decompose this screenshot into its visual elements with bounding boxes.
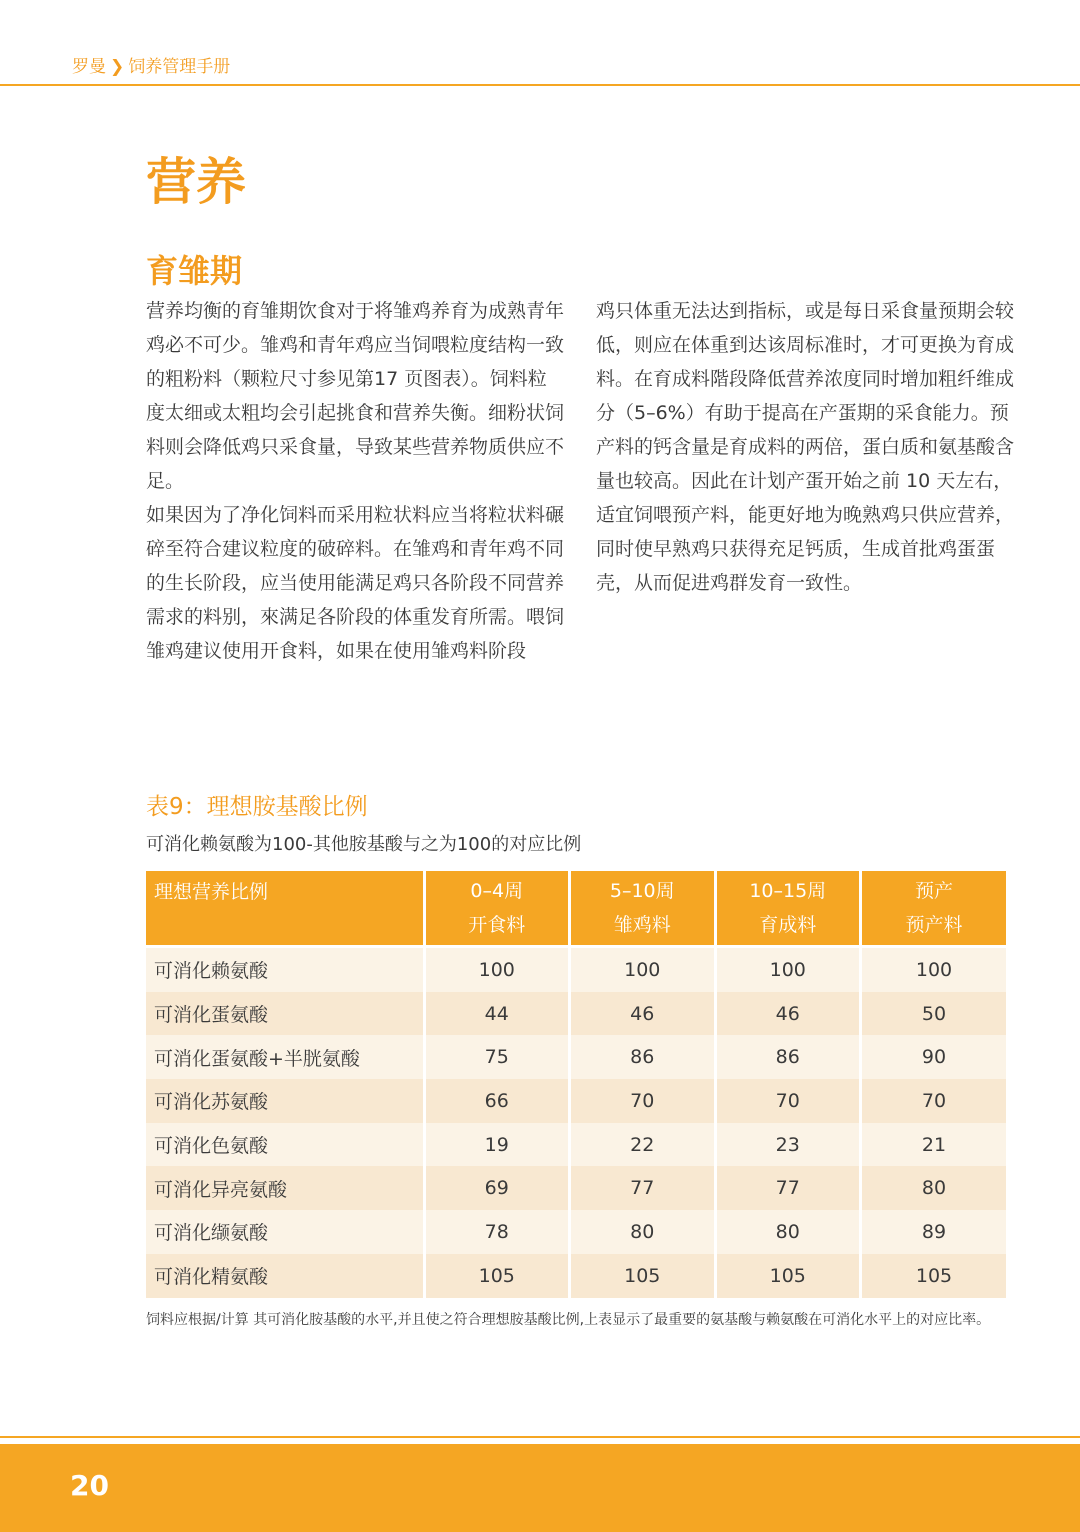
table-cell: 46: [715, 992, 861, 1036]
left-paragraph-1: 营养均衡的育雏期饮食对于将雏鸡养育为成熟青年鸡必不可少。雏鸡和青年鸡应当饲喂粒度结构一致的粗粉料（颗粒尺寸参见第17 页图表）。饲料粒度太细或太粗均会引起挑食和营养失衡。细粉状饲料则会降低鸡只采食量，导致某些营养物质供应不足。: [146, 300, 565, 492]
table-row: [146, 1123, 1006, 1167]
table-cell: 105: [715, 1254, 861, 1298]
table-row: [146, 948, 1006, 992]
table-cell: 70: [715, 1079, 861, 1123]
table-cell: 50: [861, 992, 1007, 1036]
right-paragraph-1: 鸡只体重无法达到指标，或是每日采食量预期会较低，则应在体重到达该周标准时，才可更换为育成料。在育成料階段降低营养浓度同时增加粗纤维成分（5–6%）有助于提高在产蛋期的采食能力。预产料的钙含量是育成料的两倍，蛋白质和氨基酸含量也较高。因此在计划产蛋开始之前 10 天左右，适宜饲喂预产料，能更好地为晚熟鸡只供应营养，同时使早熟鸡只获得充足钙质，生成首批鸡蛋蛋壳，从而促进鸡群发育一致性。: [596, 300, 1015, 594]
table-header-row: [146, 871, 1006, 945]
table-cell: 89: [861, 1210, 1007, 1254]
page-title: 营养: [146, 153, 246, 211]
header-cell-week-0-4: 0–4周 开食料: [424, 871, 570, 945]
table-cell: 46: [570, 992, 716, 1036]
table-row: [146, 1254, 1006, 1298]
right-text-column: [596, 294, 1014, 600]
table-caption: 表9：理想胺基酸比例: [146, 794, 368, 820]
row-label: 可消化色氨酸: [146, 1123, 424, 1167]
left-text-column: [146, 294, 564, 668]
table-cell: 100: [861, 948, 1007, 992]
row-label: 可消化赖氨酸: [146, 948, 424, 992]
table-body: [146, 945, 1006, 1298]
table-cell: 105: [570, 1254, 716, 1298]
table-cell: 86: [715, 1035, 861, 1079]
row-label: 可消化苏氨酸: [146, 1079, 424, 1123]
table-footnote: 饲料应根据/计算 其可消化胺基酸的水平,并且使之符合理想胺基酸比例,上表显示了最重要的氨基酸与赖氨酸在可消化水平上的对应比率。: [146, 1312, 991, 1328]
header-brand: 罗曼: [72, 57, 106, 77]
table-cell: 44: [424, 992, 570, 1036]
row-label: 可消化精氨酸: [146, 1254, 424, 1298]
footer-band: [0, 1444, 1080, 1532]
table-cell: 86: [570, 1035, 716, 1079]
table-row: [146, 1035, 1006, 1079]
header-cell-week-5-10: 5–10周 雏鸡料: [570, 871, 716, 945]
table-cell: 77: [715, 1166, 861, 1210]
header-title: 饲养管理手册: [128, 57, 231, 77]
table-cell: 21: [861, 1123, 1007, 1167]
table-cell: 69: [424, 1166, 570, 1210]
table-row: [146, 1079, 1006, 1123]
chevron-right-icon: ❯: [110, 57, 125, 77]
table-cell: 75: [424, 1035, 570, 1079]
table-cell: 70: [570, 1079, 716, 1123]
left-paragraph-2: 如果因为了净化饲料而采用粒状料应当将粒状料碾碎至符合建议粒度的破碎料。在雏鸡和青年鸡不同的生长阶段，应当使用能满足鸡只各阶段不同营养需求的料别，來满足各阶段的体重发育所需。喂饲雏鸡建议使用开食料，如果在使用雏鸡料阶段: [146, 504, 565, 662]
table-row: [146, 992, 1006, 1036]
running-header: [72, 52, 230, 77]
table-cell: 90: [861, 1035, 1007, 1079]
row-label: 可消化蛋氨酸+半胱氨酸: [146, 1035, 424, 1079]
table-cell: 22: [570, 1123, 716, 1167]
table-cell: 100: [715, 948, 861, 992]
table-cell: 80: [861, 1166, 1007, 1210]
header-cell-ratio: 理想营养比例: [146, 871, 424, 945]
table-cell: 105: [424, 1254, 570, 1298]
page-number: 20: [70, 1469, 109, 1502]
table-row: [146, 1210, 1006, 1254]
table-cell: 105: [861, 1254, 1007, 1298]
table-cell: 66: [424, 1079, 570, 1123]
table-cell: 100: [570, 948, 716, 992]
table-row: [146, 1166, 1006, 1210]
table-cell: 77: [570, 1166, 716, 1210]
table-cell: 100: [424, 948, 570, 992]
table-cell: 80: [715, 1210, 861, 1254]
section-title: 育雏期: [146, 252, 243, 290]
row-label: 可消化蛋氨酸: [146, 992, 424, 1036]
table-cell: 23: [715, 1123, 861, 1167]
header-divider: [0, 84, 1080, 86]
header-cell-week-10-15: 10–15周 育成料: [715, 871, 861, 945]
row-label: 可消化缬氨酸: [146, 1210, 424, 1254]
table-cell: 19: [424, 1123, 570, 1167]
table-subtitle: 可消化赖氨酸为100-其他胺基酸与之为100的对应比例: [146, 834, 582, 855]
table-cell: 80: [570, 1210, 716, 1254]
footer-divider: [0, 1436, 1080, 1438]
table-cell: 70: [861, 1079, 1007, 1123]
amino-acid-ratio-table: [146, 871, 1006, 1298]
row-label: 可消化异亮氨酸: [146, 1166, 424, 1210]
header-cell-prelay: 预产 预产料: [861, 871, 1007, 945]
table-cell: 78: [424, 1210, 570, 1254]
